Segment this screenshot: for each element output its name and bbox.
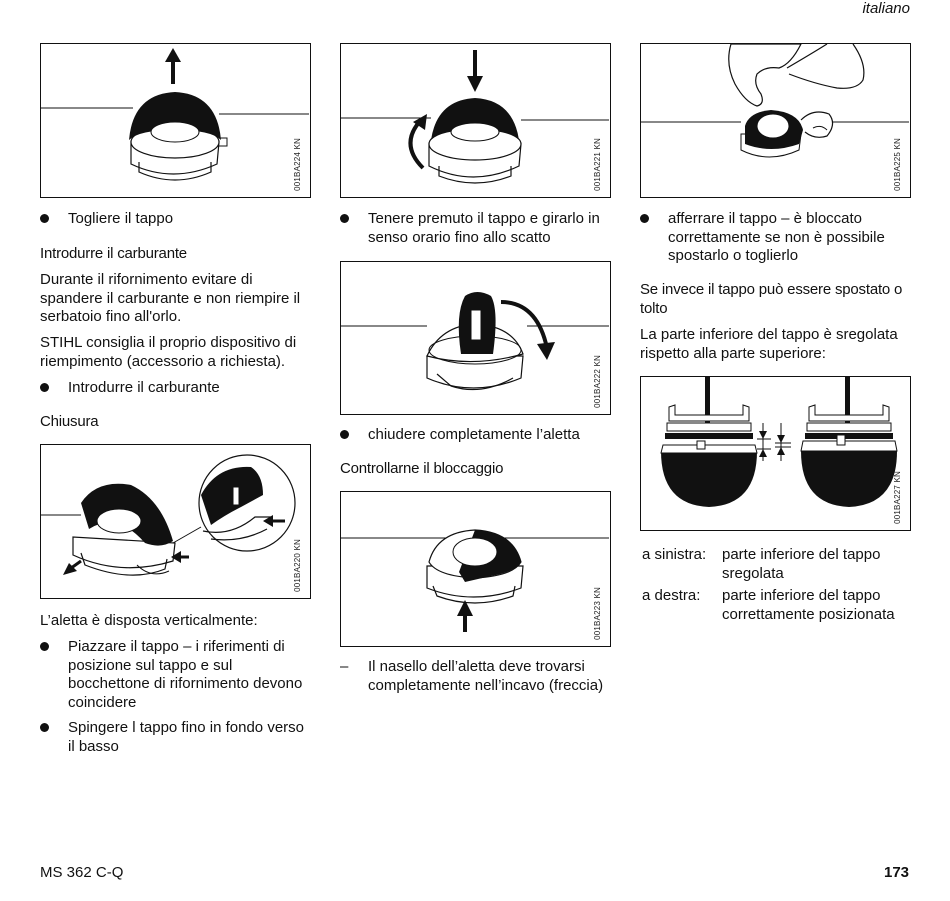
definition-desc: parte inferiore del tappo correttamente posizionata — [722, 587, 895, 623]
bullet-close-tab — [340, 426, 612, 445]
figure-code: 001BA221 KN — [592, 138, 602, 191]
footer-model: MS 362 C-Q — [40, 864, 124, 881]
figure-turn-cap — [340, 43, 611, 198]
bullet-text: Piazzare il tappo – i riferimenti di posizione sul tappo e sul bocchettone di rifornimento devono coincidere — [68, 638, 303, 711]
heading-fuel: Introdurre il carburante — [40, 245, 187, 262]
figure-code: 001BA222 KN — [592, 355, 602, 408]
cap-open-illustration — [41, 44, 309, 196]
definition-term: a destra: — [642, 587, 701, 604]
bullet-text: Introdurre il carburante — [68, 379, 220, 396]
figure-code: 001BA223 KN — [592, 587, 602, 640]
dash-nose-in-notch — [340, 658, 615, 695]
bullet-fuel — [40, 379, 312, 398]
definition-right — [642, 587, 912, 627]
bullet-text: afferrare il tappo – è bloccato correttamente se non è possibile spostarlo o toglierlo — [668, 210, 885, 264]
definition-term: a sinistra: — [642, 546, 707, 563]
tab-close-illustration — [341, 262, 609, 413]
bullet-text: Tenere premuto il tappo e girarlo in senso orario fino allo scatto — [368, 210, 600, 246]
definition-desc: parte inferiore del tappo sregolata — [722, 546, 881, 582]
dash-symbol: – — [340, 658, 349, 675]
page-number: 173 — [884, 864, 910, 881]
bullet-dot — [40, 642, 49, 651]
bullet-text: Spingere l tappo fino in fondo verso il basso — [68, 719, 304, 755]
cap-locked-illustration — [341, 492, 609, 645]
language-label: italiano — [862, 0, 910, 17]
paragraph-fuel-2: STIHL consiglia il proprio dispositivo di riempimento (accessorio a richiesta). — [40, 334, 297, 370]
figure-cap-comparison — [640, 376, 911, 531]
bullet-dot — [40, 383, 49, 392]
definition-left — [642, 546, 912, 586]
bullet-text: chiudere completamente l’aletta — [368, 426, 580, 443]
bullet-push-cap — [40, 719, 312, 756]
figure-close-tab — [340, 261, 611, 415]
bullet-dot — [40, 214, 49, 223]
figure-remove-cap — [40, 43, 311, 198]
heading-cap-moved: Se invece il tappo può essere spostato o tolto — [640, 281, 903, 317]
hand-grab-illustration — [641, 44, 909, 196]
paragraph-tab-vertical: L’aletta è disposta verticalmente: — [40, 612, 258, 629]
heading-check-lock: Controllarne il bloccaggio — [340, 460, 504, 477]
figure-code: 001BA224 KN — [292, 138, 302, 191]
figure-code: 001BA220 KN — [292, 539, 302, 592]
figure-grab-cap — [640, 43, 911, 198]
bullet-turn-cap — [340, 210, 612, 247]
figure-check-lock — [340, 491, 611, 647]
paragraph-fuel-1: Durante il rifornimento evitare di spandere il carburante e non riempire il serbatoio fino all'orlo. — [40, 271, 301, 325]
paragraph-offset: La parte inferiore del tappo è sregolata rispetto alla parte superiore: — [640, 326, 898, 362]
figure-place-cap — [40, 444, 311, 599]
bullet-dot — [640, 214, 649, 223]
figure-code: 001BA227 KN — [892, 471, 902, 524]
cap-comparison-illustration — [641, 377, 909, 529]
heading-close: Chiusura — [40, 413, 99, 430]
cap-turn-illustration — [341, 44, 609, 196]
figure-code: 001BA225 KN — [892, 138, 902, 191]
cap-place-illustration — [41, 445, 309, 597]
bullet-dot — [340, 214, 349, 223]
bullet-grab-cap — [640, 210, 912, 266]
bullet-dot — [340, 430, 349, 439]
bullet-dot — [40, 723, 49, 732]
bullet-place-cap — [40, 638, 312, 712]
bullet-text: Togliere il tappo — [68, 210, 174, 227]
bullet-text: Il nasello dell’aletta deve trovarsi completamente nell’incavo (freccia) — [368, 658, 604, 694]
bullet-remove-cap — [40, 210, 312, 229]
